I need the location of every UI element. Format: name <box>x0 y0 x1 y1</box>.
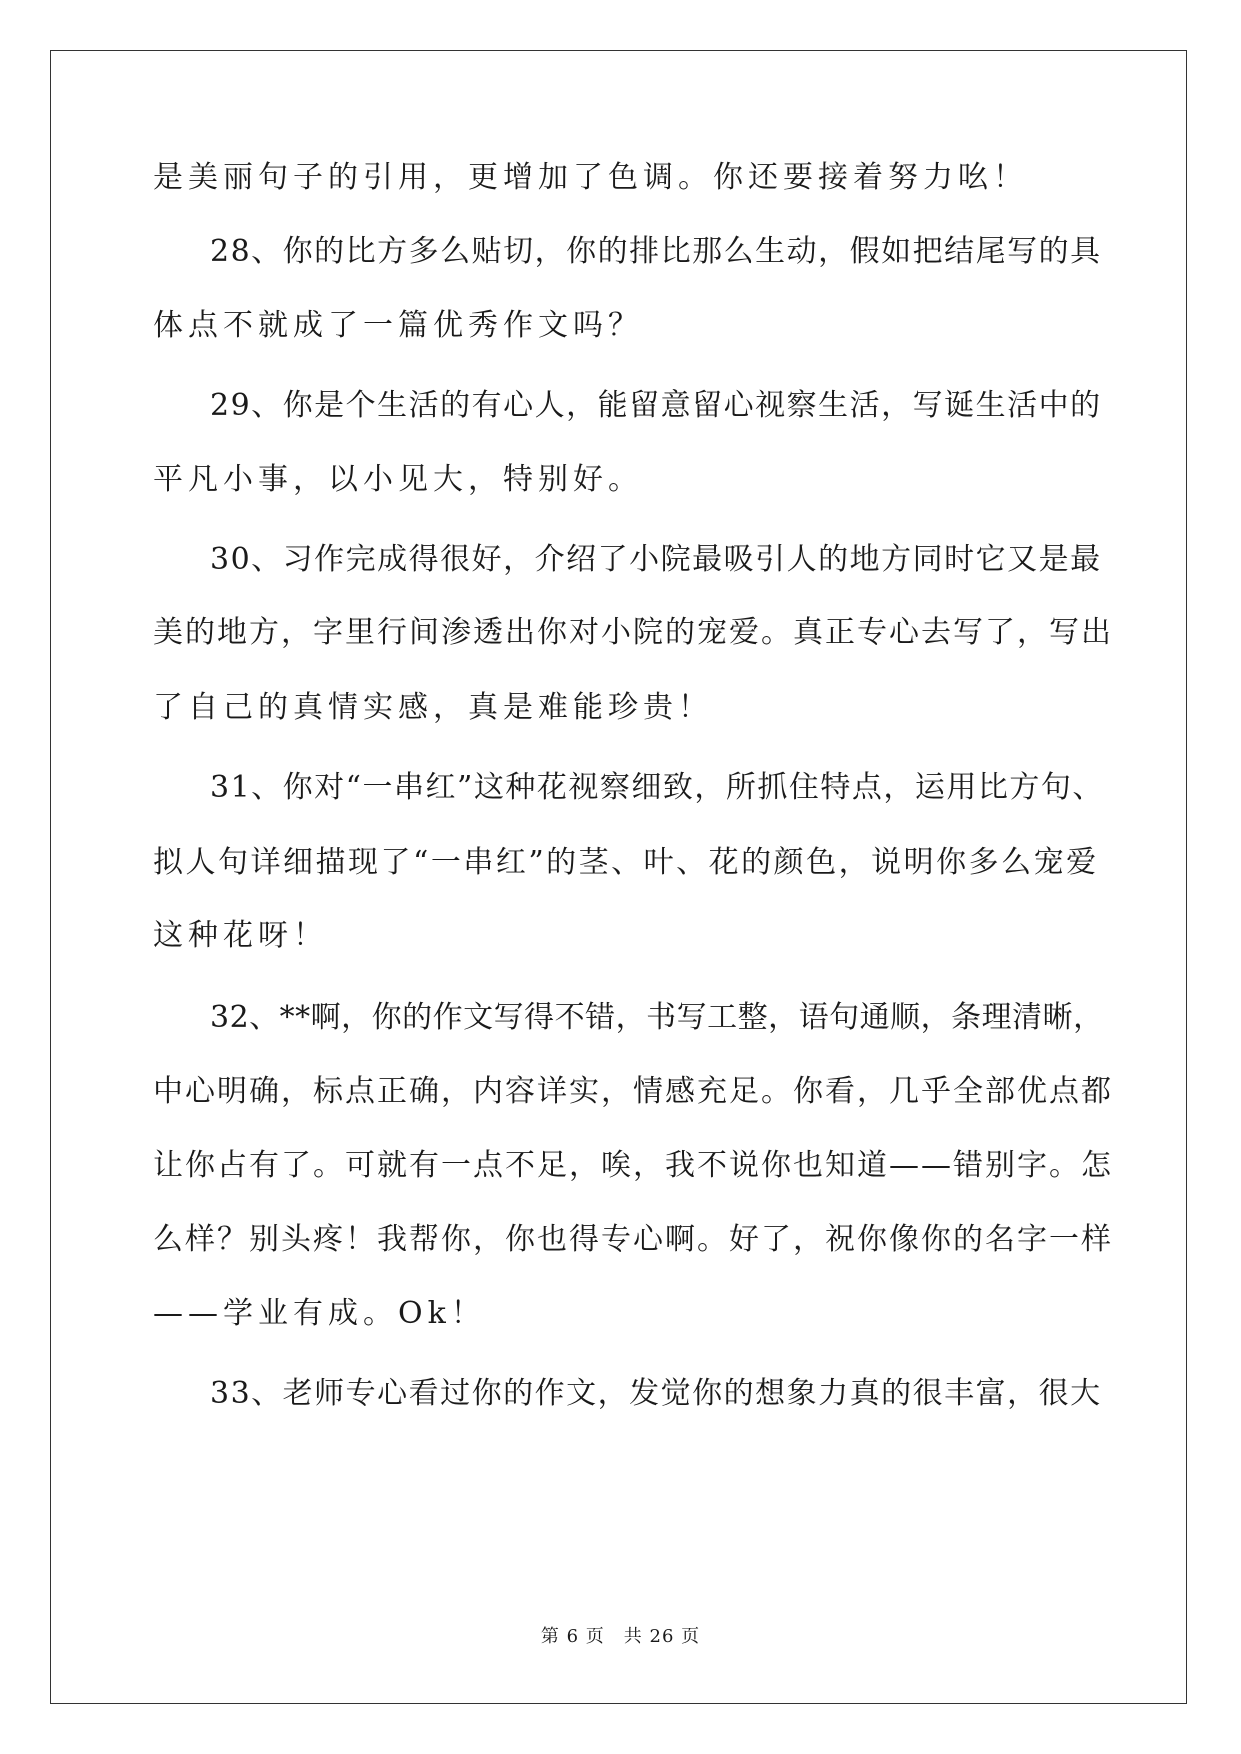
text-line: 29、你是个生活的有心人，能留意留心视察生活，写诞生活中的 <box>210 388 1102 423</box>
text-line: 了自己的真情实感，真是难能珍贵！ <box>153 690 713 725</box>
text-line: 拟人句详细描现了“一串红”的茎、叶、花的颜色，说明你多么宠爱 <box>153 845 1099 880</box>
text-line: 中心明确，标点正确，内容详实，情感充足。你看，几乎全部优点都 <box>153 1074 1113 1109</box>
text-line: 30、习作完成得很好，介绍了小院最吸引人的地方同时它又是最 <box>210 542 1102 577</box>
text-line: 32、**啊，你的作文写得不错，书写工整，语句通顺，条理清晰， <box>210 1000 1104 1035</box>
text-line: 么样？别头疼！我帮你，你也得专心啊。好了，祝你像你的名字一样 <box>153 1222 1113 1257</box>
page-number-footer: 第 6 页 共 26 页 <box>540 1626 701 1647</box>
text-line: 平凡小事，以小见大，特别好。 <box>153 462 643 497</box>
text-line: ——学业有成。Ok！ <box>153 1296 486 1331</box>
text-line: 31、你对“一串红”这种花视察细致，所抓住特点，运用比方句、 <box>210 770 1104 805</box>
text-line: 这种花呀！ <box>153 918 328 953</box>
text-line: 是美丽句子的引用，更增加了色调。你还要接着努力吆！ <box>153 160 1028 195</box>
text-line: 33、老师专心看过你的作文，发觉你的想象力真的很丰富，很大 <box>210 1376 1102 1411</box>
text-line: 让你占有了。可就有一点不足，唉，我不说你也知道——错别字。怎 <box>153 1148 1113 1183</box>
text-line: 28、你的比方多么贴切，你的排比那么生动，假如把结尾写的具 <box>210 234 1102 269</box>
text-line: 美的地方，字里行间渗透出你对小院的宠爱。真正专心去写了，写出 <box>153 615 1113 650</box>
text-line: 体点不就成了一篇优秀作文吗？ <box>153 308 643 343</box>
